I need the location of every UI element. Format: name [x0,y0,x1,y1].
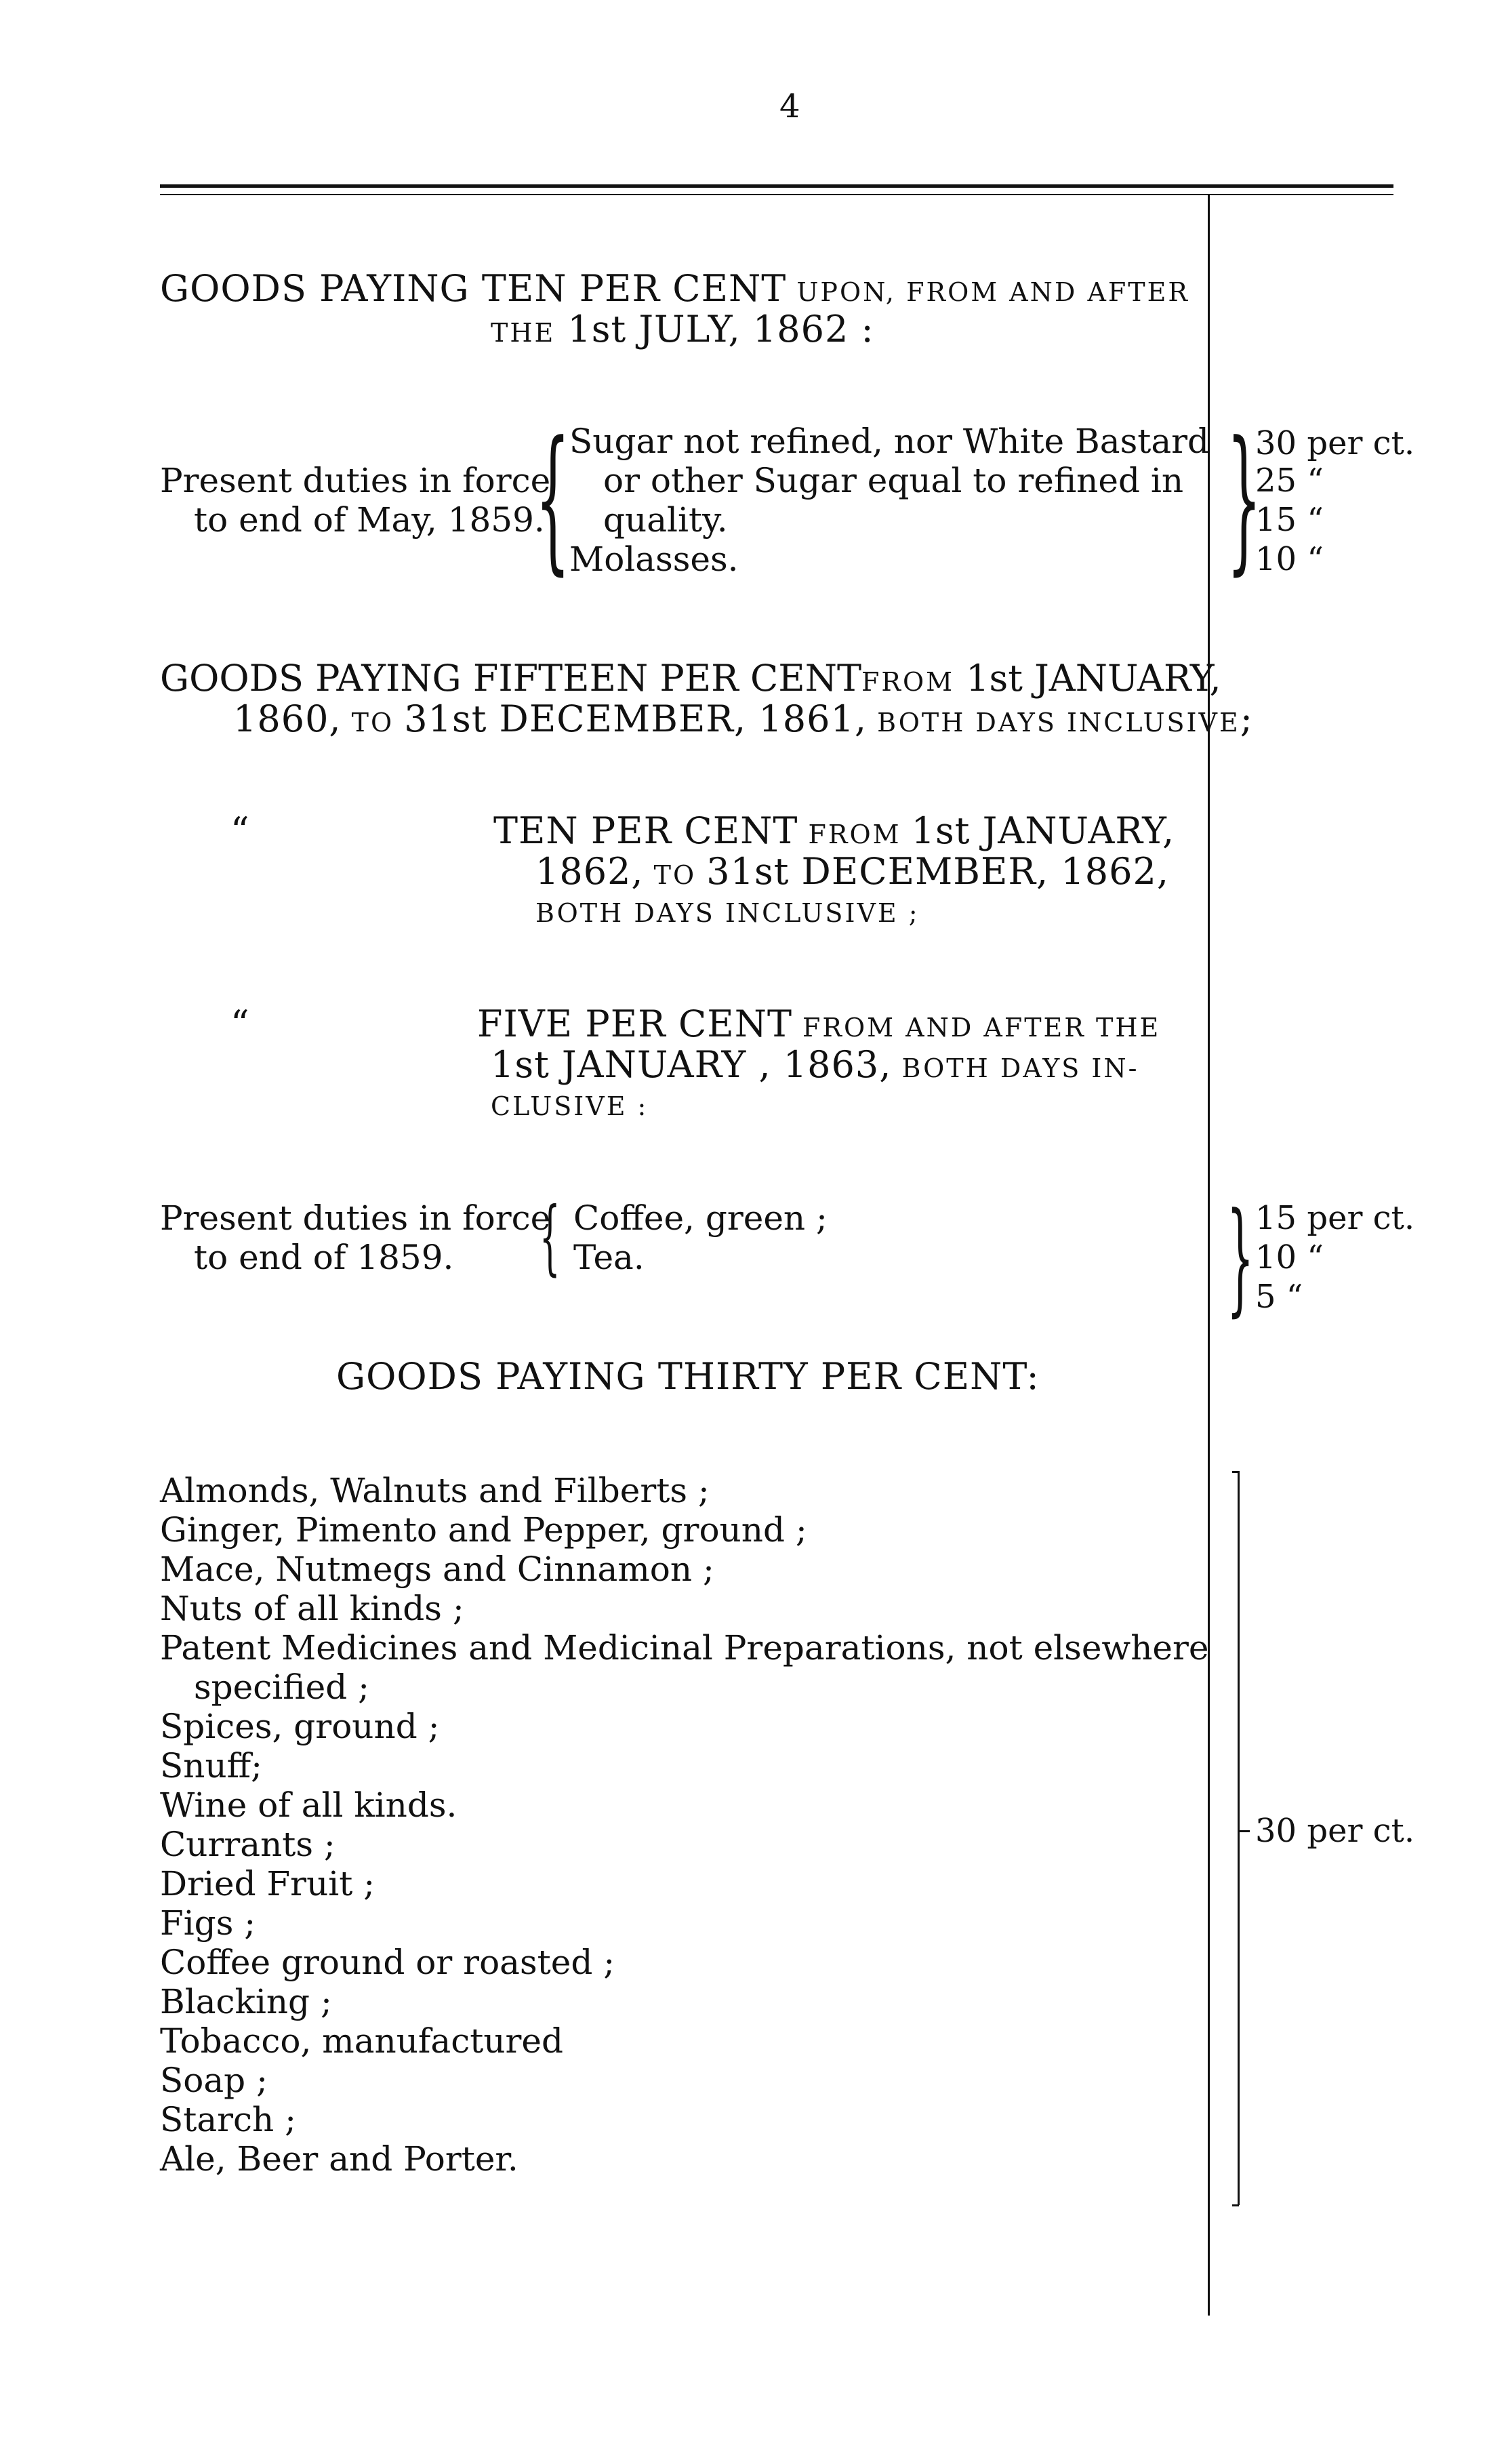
section5-right-brace: } [1227,1187,1255,1329]
heading-small-caps: TO [643,860,707,890]
section6-heading: GOODS PAYING THIRTY PER CENT: [336,1355,1040,1398]
heading-big-text: 1st JANUARY, [954,657,1221,700]
section2-line1 [160,658,1221,703]
section5-rate-3: 5 “ [1255,1278,1303,1316]
heading-small-caps: BOTH DAYS IN- [891,1053,1139,1083]
heading-small-caps: THE [491,318,556,348]
list-item: Soap ; [160,2061,268,2100]
heading-small-caps: FROM [861,667,955,697]
heading-small-caps: UPON, FROM AND AFTER [786,277,1189,307]
heading-small-caps: FROM AND AFTER THE [792,1013,1161,1043]
section4-line3: CLUSIVE : [491,1091,649,1121]
section6-brace-upper [1238,1471,1240,1830]
heading-big-text: GOODS PAYING TEN PER CENT [160,267,787,310]
heading-big-text: 31st DECEMBER, 1862, [706,850,1169,893]
heading-big-text: 1862, [535,850,644,893]
list-item: Blacking ; [160,1982,332,2021]
section4-line1 [477,1003,1160,1049]
list-item: Coffee ground or roasted ; [160,1943,615,1982]
list-item: specified ; [194,1668,369,1707]
heading-big-text: 31st DECEMBER, 1861, [404,698,867,740]
top-rule-thick [160,184,1393,188]
section2-line2 [233,698,1253,744]
heading-big-text: 1860, [233,698,342,740]
section1-item-4: Molasses. [569,540,739,579]
list-item: Starch ; [160,2100,297,2139]
list-item: Wine of all kinds. [160,1785,457,1825]
list-item: Figs ; [160,1903,256,1943]
heading-big-text: GOODS PAYING FIFTEEN PER CENT [160,657,861,700]
page-number: 4 [779,87,800,125]
section6-item-list [160,1471,1209,2179]
heading-big-text: TEN PER CENT [493,809,798,852]
list-item: Dried Fruit ; [160,1864,375,1903]
list-item: Tobacco, manufactured [160,2021,564,2061]
list-item: Patent Medicines and Medicinal Preparations, not elsewhere [160,1628,1209,1668]
list-item: Ale, Beer and Porter. [160,2139,518,2179]
list-item: Ginger, Pimento and Pepper, ground ; [160,1510,807,1550]
section1-left-brace: { [535,409,571,590]
list-item: Almonds, Walnuts and Filberts ; [160,1471,710,1510]
section1-item-2: or other Sugar equal to refined in [603,461,1184,500]
heading-small-caps: TO [341,708,405,738]
section5-item-2: Tea. [573,1238,645,1277]
list-item: Spices, ground ; [160,1707,440,1746]
list-item: Currants ; [160,1825,335,1864]
heading-big-text: 1st JULY, 1862 : [555,308,874,350]
section3-line3: BOTH DAYS INCLUSIVE ; [535,898,920,928]
heading-small-caps: FROM [798,820,912,849]
heading-big-text: 1st JANUARY , 1863, [491,1043,892,1086]
section5-left-label-2: to end of 1859. [194,1238,454,1277]
section1-heading-line1 [160,268,1189,313]
section1-rate-4: 10 “ [1255,540,1324,578]
section1-left-label-1: Present duties in force [160,461,551,500]
section1-right-brace: } [1227,409,1262,590]
section5-item-1: Coffee, green ; [573,1198,828,1238]
section6-brace-lower [1238,1832,1240,2205]
list-item: Nuts of all kinds ; [160,1589,464,1628]
heading-small-caps: BOTH DAYS INCLUSIVE [866,708,1240,738]
section6-brace-bottom [1232,2204,1239,2206]
list-item: Snuff; [160,1746,263,1785]
heading-big-text: ; [1240,698,1253,740]
section5-rate-2: 10 “ [1255,1238,1324,1276]
section1-rate-1: 30 per ct. [1255,424,1415,462]
section5-rate-1: 15 per ct. [1255,1199,1415,1237]
section4-line2 [491,1044,1139,1089]
section1-item-3: quality. [603,500,728,540]
section1-left-label-2: to end of May, 1859. [194,500,545,540]
list-item: Mace, Nutmegs and Cinnamon ; [160,1550,714,1589]
section1-item-1: Sugar not refined, nor White Bastard [569,422,1210,461]
section1-heading-line2 [491,308,874,354]
section1-rate-3: 15 “ [1255,501,1324,539]
section5-left-brace: { [539,1190,561,1285]
section6-rate: 30 per ct. [1255,1812,1415,1850]
section4-ditto: “ [230,1003,250,1045]
section3-ditto: “ [230,809,250,852]
heading-big-text: FIVE PER CENT [477,1003,792,1045]
section3-line1 [493,810,1175,855]
section5-left-label-1: Present duties in force [160,1198,551,1238]
heading-big-text: 1st JANUARY, [911,809,1175,852]
section1-rate-2: 25 “ [1255,462,1324,500]
section3-line2 [535,851,1169,896]
